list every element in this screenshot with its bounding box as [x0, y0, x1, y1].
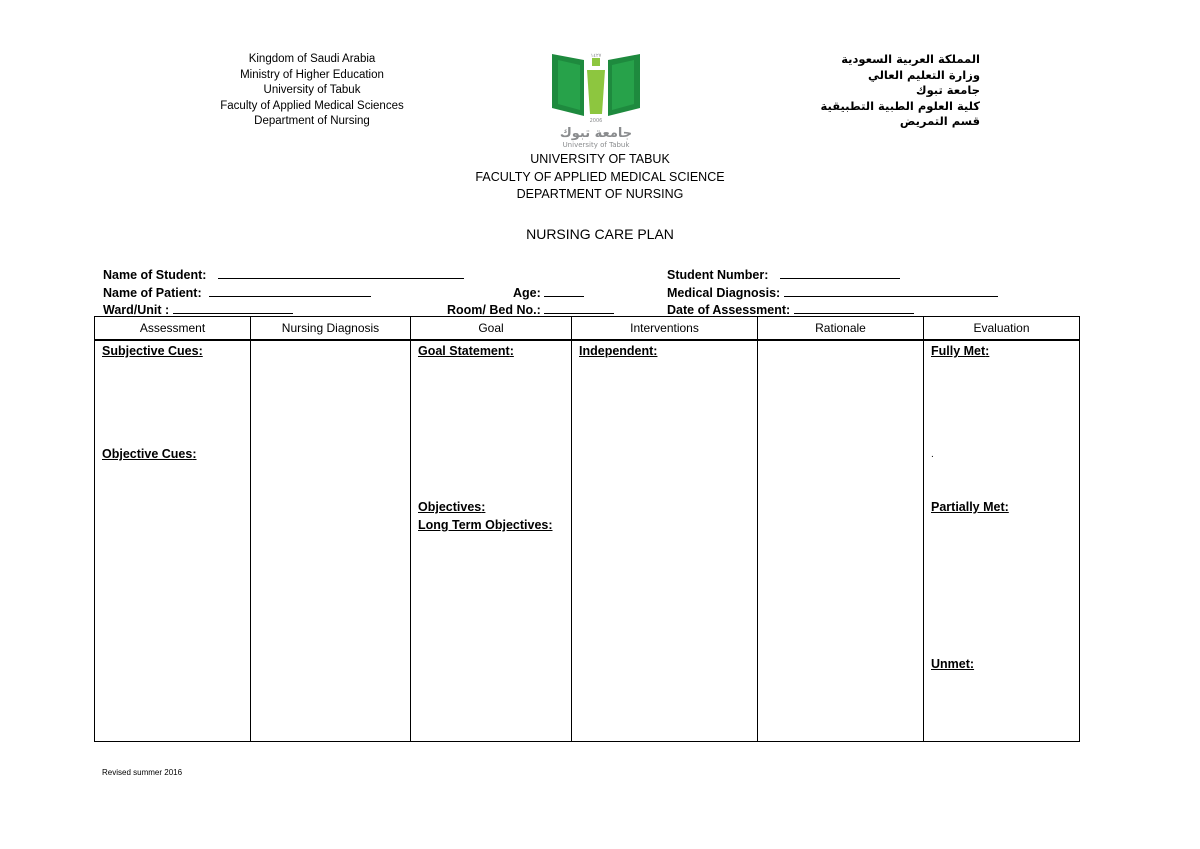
student-name-blank[interactable] [218, 266, 464, 279]
medical-diagnosis-blank[interactable] [784, 284, 998, 297]
header-goal: Goal [411, 317, 572, 341]
assessment-date-blank[interactable] [794, 301, 914, 314]
room-bed-blank[interactable] [544, 301, 614, 314]
student-number-blank[interactable] [780, 266, 900, 279]
header-right-line: المملكة العربية السعودية [841, 52, 980, 66]
header-right-line: جامعة تبوك [916, 83, 980, 98]
logo-icon [546, 50, 646, 150]
title-department: DEPARTMENT OF NURSING [516, 187, 684, 201]
header-interventions: Interventions [572, 317, 758, 341]
goal-statement-label: Goal Statement: [418, 344, 514, 358]
header-left-line: Faculty of Applied Medical Sciences [220, 99, 404, 112]
header-right-line: قسم التمريض [899, 114, 980, 129]
ward-unit-field[interactable] [103, 301, 293, 317]
student-number-label: Student Number: [667, 268, 769, 282]
header-left-line: Department of Nursing [254, 115, 370, 128]
header-assessment: Assessment [95, 317, 251, 341]
long-term-objectives-label: Long Term Objectives: [418, 518, 553, 532]
logo-year: 2006 [589, 118, 603, 124]
assessment-date-label: Date of Assessment: [667, 303, 791, 317]
interventions-cell[interactable] [572, 340, 758, 742]
page-title: NURSING CARE PLAN [526, 226, 674, 242]
care-plan-table [94, 316, 1080, 742]
patient-name-field[interactable] [103, 284, 371, 300]
objective-cues-label: Objective Cues: [102, 447, 197, 461]
logo-english-name: University of Tabuk [562, 141, 630, 149]
evaluation-dot: . [931, 449, 934, 460]
evaluation-cell[interactable] [924, 340, 1080, 742]
age-blank[interactable] [544, 284, 584, 297]
assessment-date-field[interactable] [667, 301, 914, 317]
room-bed-field[interactable] [447, 301, 614, 317]
header-left-line: University of Tabuk [263, 84, 361, 97]
student-name-field[interactable] [103, 266, 464, 282]
subjective-cues-label: Subjective Cues: [102, 344, 203, 358]
header-left-block [212, 52, 412, 130]
revision-note: Revised summer 2016 [102, 768, 183, 777]
header-left-line: Ministry of Higher Education [240, 68, 384, 81]
header-rationale: Rationale [758, 317, 924, 341]
patient-name-label: Name of Patient: [103, 286, 202, 300]
header-right-line: كلية العلوم الطبية التطبيقية [820, 98, 980, 113]
room-bed-label: Room/ Bed No.: [447, 303, 541, 317]
unmet-label: Unmet: [931, 657, 975, 671]
header-right-line: وزارة التعليم العالي [867, 67, 980, 82]
independent-label: Independent: [579, 344, 658, 358]
age-label: Age: [513, 286, 541, 300]
header-nursing-diagnosis: Nursing Diagnosis [251, 317, 411, 341]
header-evaluation: Evaluation [924, 317, 1080, 341]
table-header-row [95, 317, 1080, 341]
title-university: UNIVERSITY OF TABUK [530, 152, 670, 166]
student-number-field[interactable] [667, 266, 900, 282]
goal-cell[interactable] [411, 340, 572, 742]
institution-titles [400, 151, 800, 204]
patient-name-blank[interactable] [209, 284, 371, 297]
table-row [95, 340, 1080, 742]
partially-met-label: Partially Met: [931, 500, 1009, 514]
logo-hijri-year: ١٤٢٧ [590, 53, 602, 59]
fully-met-label: Fully Met: [931, 344, 990, 358]
medical-diagnosis-label: Medical Diagnosis: [667, 286, 781, 300]
ward-unit-label: Ward/Unit : [103, 303, 170, 317]
university-of-tabuk-logo [546, 50, 646, 150]
age-field[interactable] [513, 284, 584, 300]
header-right-block [800, 52, 980, 130]
nursing-diagnosis-cell[interactable] [251, 340, 411, 742]
medical-diagnosis-field[interactable] [667, 284, 998, 300]
assessment-cell[interactable] [95, 340, 251, 742]
student-name-label: Name of Student: [103, 268, 207, 282]
rationale-cell[interactable] [758, 340, 924, 742]
title-faculty: FACULTY OF APPLIED MEDICAL SCIENCE [475, 169, 725, 184]
ward-unit-blank[interactable] [173, 301, 293, 314]
header-left-line: Kingdom of Saudi Arabia [248, 53, 376, 65]
objectives-label: Objectives: [418, 500, 486, 514]
logo-arabic-name: جامعة تبوك [559, 126, 633, 141]
